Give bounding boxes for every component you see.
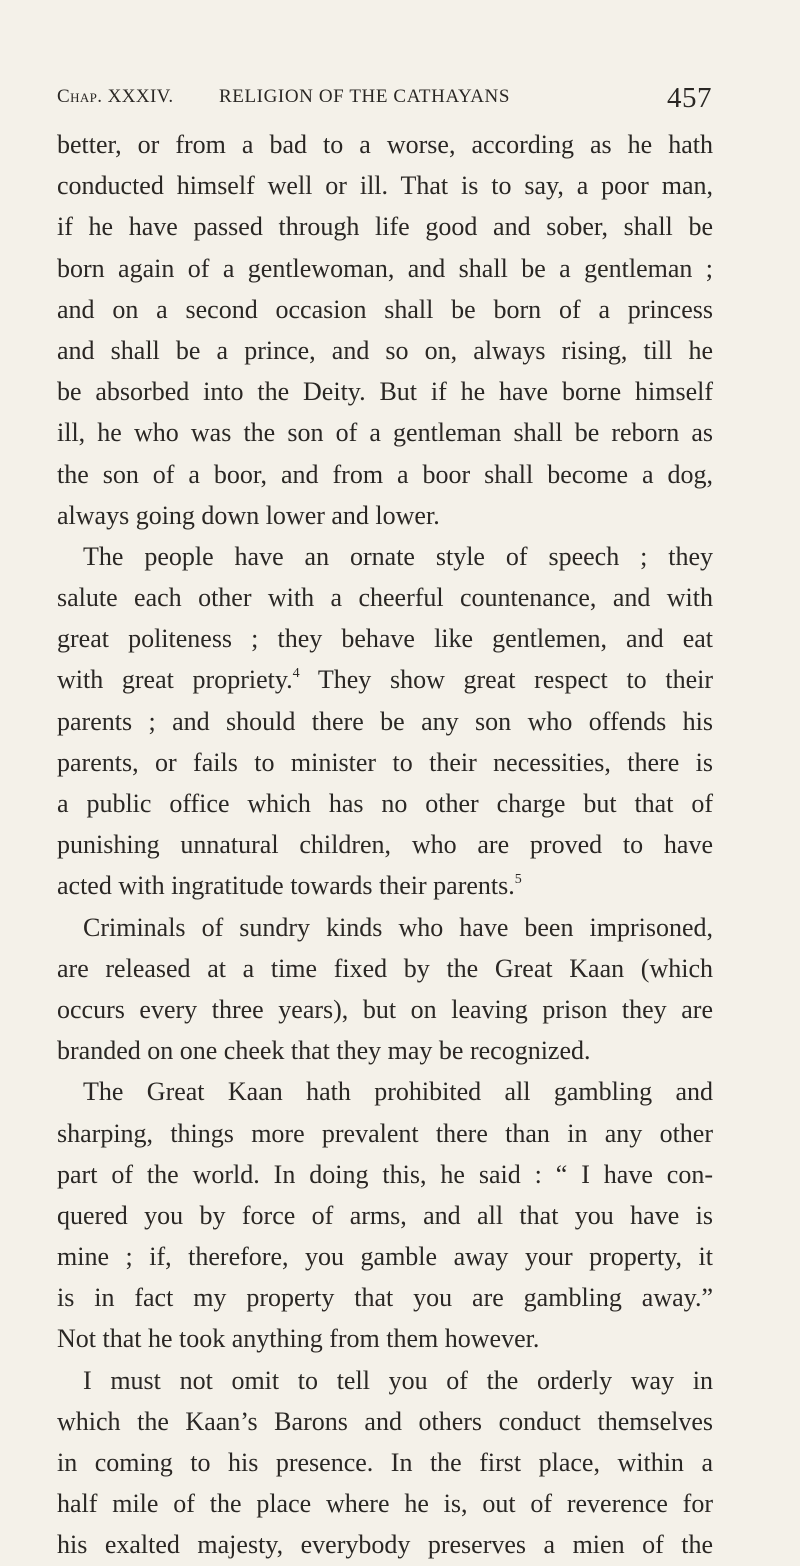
line-text: great politeness ; they behave like gentlemen, and eat [57,624,713,654]
running-head [57,82,712,122]
line-text: parents ; and should there be any son who offends his [57,706,713,736]
text-line [57,783,713,824]
text-line [57,701,713,742]
chapter-label: Chap. XXXIV. [57,86,174,107]
line-text: I must not omit to tell you of the orderly way in [83,1365,713,1395]
line-text: occurs every three years), but on leaving prison they are [57,994,713,1024]
line-text: branded on one cheek that they may be recognized. [57,1036,591,1066]
text-line [57,1195,713,1236]
line-text: punishing unnatural children, who are proved to have [57,830,713,860]
line-text: part of the world. In doing this, he said : “ I have con- [57,1159,713,1189]
text-line [57,1401,713,1442]
text-line [57,330,713,371]
line-text: acted with ingratitude towards their parents. [57,871,515,901]
line-text: a public office which has no other charge but that of [57,789,713,818]
line-text: in coming to his presence. In the first place, within a [57,1448,713,1477]
line-text: better, or from a bad to a worse, according as he hath [57,130,713,159]
text-line [57,165,713,206]
line-text: mine ; if, therefore, you gamble away your property, it [57,1242,713,1272]
line-text: half mile of the place where he is, out of reverence for [57,1489,713,1519]
line-text: Criminals of sundry kinds who have been imprisoned, [83,912,713,942]
line-text: always going down lower and lower. [57,500,440,530]
line-text: The people have an ornate style of speech ; they [83,541,713,571]
line-text: quered you by force of arms, and all that you have is [57,1200,713,1230]
footnote-marker: 5 [514,872,522,888]
paragraph-start-line [57,1071,713,1112]
line-text: salute each other with a cheerful countenance, and with [57,583,713,613]
text-line [57,124,713,165]
line-text: if he have passed through life good and sober, shall be [57,212,713,242]
text-line [57,659,713,700]
line-text: which the Kaan’s Barons and others conduct themselves [57,1406,713,1436]
running-title: RELIGION OF THE CATHAYANS [219,86,511,107]
line-text: sharping, things more prevalent there than in any other [57,1118,713,1148]
footnote-marker: 4 [292,666,300,682]
line-text: The Great Kaan hath prohibited all gambling and [83,1077,713,1107]
text-line [57,1277,713,1318]
text-line [57,577,713,618]
text-line [57,824,713,865]
text-line [57,289,713,330]
text-line [57,454,713,495]
body-text [57,124,713,1566]
line-text: born again of a gentlewoman, and shall be a gentleman ; [57,253,713,283]
line-text: and shall be a prince, and so on, always rising, till he [57,335,713,365]
line-text: be absorbed into the Deity. But if he have borne himself [57,377,713,407]
text-line [57,206,713,247]
text-line [57,412,713,453]
text-line [57,1524,713,1565]
text-line [57,1113,713,1154]
text-line [57,1030,713,1071]
text-line [57,742,713,783]
line-text: is in fact my property that you are gambling away.” [57,1283,713,1313]
paragraph-start-line [57,1360,713,1401]
line-text-continued: They show great respect to their [299,665,713,695]
line-text: conducted himself well or ill. That is to say, a poor man, [57,171,713,201]
text-line [57,248,713,289]
text-line [57,618,713,659]
line-text: ill, he who was the son of a gentleman shall be reborn as [57,418,713,448]
line-text: with great propriety. [57,665,293,695]
text-line [57,371,713,412]
text-line [57,865,713,906]
page-number: 457 [667,82,712,114]
line-text: are released at a time fixed by the Great Kaan (which [57,953,713,983]
line-text: and on a second occasion shall be born of a princess [57,294,713,324]
line-text: Not that he took anything from them however. [57,1324,540,1354]
text-line [57,948,713,989]
line-text: his exalted majesty, everybody preserves a mien of the [57,1530,713,1560]
text-line [57,989,713,1030]
line-text: parents, or fails to minister to their necessities, there is [57,747,713,777]
paragraph-start-line [57,536,713,577]
line-text: the son of a boor, and from a boor shall become a dog, [57,459,713,489]
text-line [57,1236,713,1277]
text-line [57,1154,713,1195]
paragraph-start-line [57,907,713,948]
text-line [57,495,713,536]
text-line [57,1442,713,1483]
text-line [57,1483,713,1524]
text-line [57,1318,713,1359]
